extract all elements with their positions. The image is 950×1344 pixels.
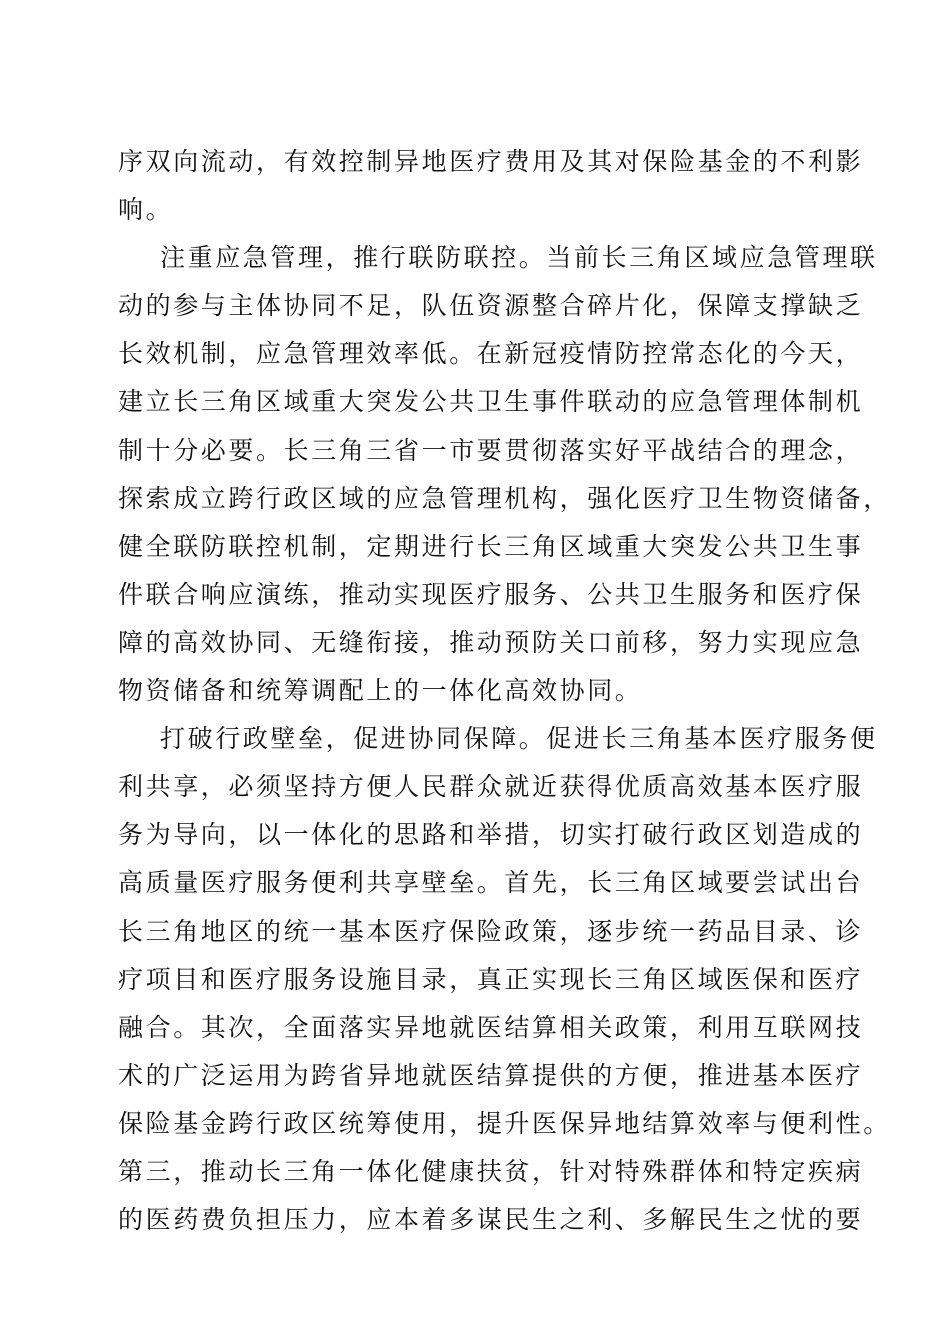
- text-line: 术的广泛运用为跨省异地就医结算提供的方便，推进基本医疗: [118, 1060, 864, 1090]
- text-line: 利共享，必须坚持方便人民群众就近获得优质高效基本医疗服: [118, 772, 864, 802]
- text-line: 长三角地区的统一基本医疗保险政策，逐步统一药品目录、诊: [118, 916, 864, 946]
- text-line: 高质量医疗服务便利共享壁垒。首先，长三角区域要尝试出台: [118, 868, 864, 898]
- text-line: 疗项目和医疗服务设施目录，真正实现长三角区域医保和医疗: [118, 964, 864, 994]
- paragraph-heading-line: 注重应急管理，推行联防联控。当前长三角区域应急管理联: [160, 243, 878, 273]
- text-line: 探索成立跨行政区域的应急管理机构，强化医疗卫生物资储备，: [118, 483, 891, 513]
- paragraph-heading-line: 打破行政壁垒，促进协同保障。促进长三角基本医疗服务便: [160, 724, 878, 754]
- text-line: 健全联防联控机制，定期进行长三角区域重大突发公共卫生事: [118, 531, 864, 561]
- text-line: 动的参与主体协同不足，队伍资源整合碎片化，保障支撑缺乏: [118, 291, 864, 321]
- text-line: 制十分必要。长三角三省一市要贯彻落实好平战结合的理念，: [118, 435, 864, 465]
- text-line: 务为导向，以一体化的思路和举措，切实打破行政区划造成的: [118, 820, 864, 850]
- text-line: 长效机制，应急管理效率低。在新冠疫情防控常态化的今天，: [118, 339, 864, 369]
- text-line: 序双向流动，有效控制异地医疗费用及其对保险基金的不利影: [118, 147, 864, 176]
- body-text: [118, 138, 891, 1244]
- text-line: 融合。其次，全面落实异地就医结算相关政策，利用互联网技: [118, 1012, 864, 1042]
- text-line: 物资储备和统筹调配上的一体化高效协同。: [118, 676, 643, 706]
- text-line: 保险基金跨行政区统筹使用，提升医保异地结算效率与便利性。: [118, 1108, 891, 1138]
- text-line: 的医药费负担压力，应本着多谋民生之利、多解民生之忧的要: [118, 1205, 864, 1235]
- text-line: 第三，推动长三角一体化健康扶贫，针对特殊群体和特定疾病: [118, 1156, 864, 1186]
- text-line: 响。: [118, 195, 174, 225]
- text-line: 障的高效协同、无缝衔接，推动预防关口前移，努力实现应急: [118, 627, 864, 657]
- text-line: 建立长三角区域重大突发公共卫生事件联动的应急管理体制机: [118, 387, 864, 417]
- text-line: 件联合响应演练，推动实现医疗服务、公共卫生服务和医疗保: [118, 579, 864, 609]
